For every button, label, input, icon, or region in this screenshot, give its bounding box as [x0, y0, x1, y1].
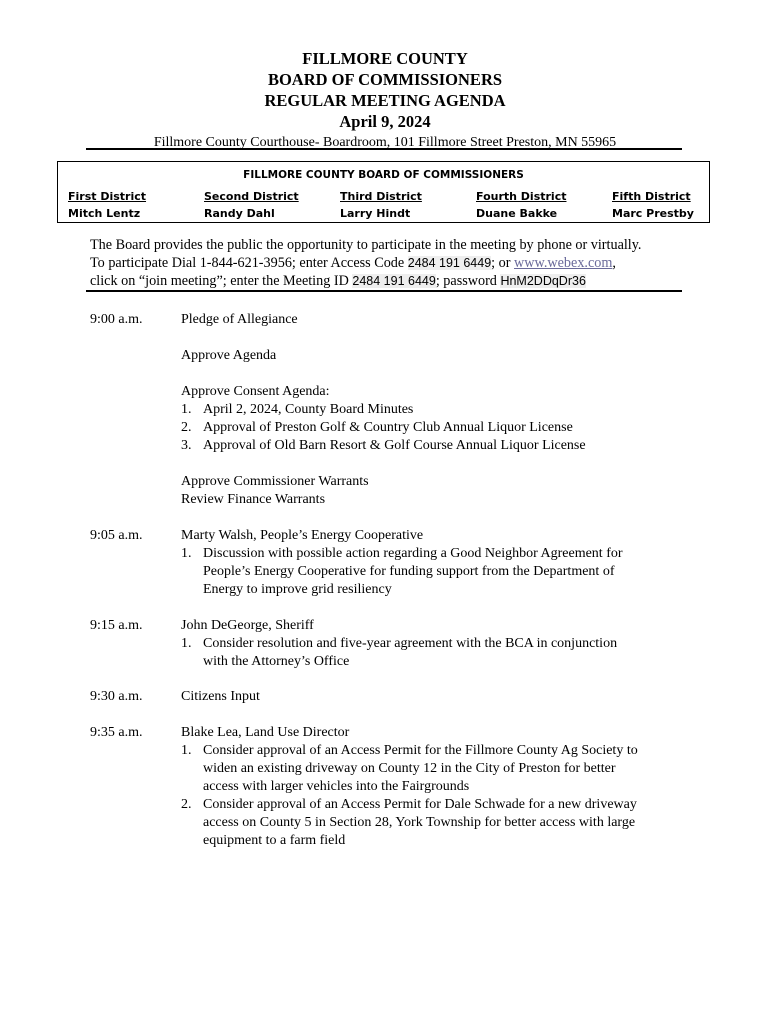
agenda-time: 9:30 a.m. [90, 689, 143, 704]
agenda-time: 9:05 a.m. [90, 528, 143, 543]
notice-divider [86, 290, 682, 292]
notice-text: click on “join meeting”; enter the Meeting ID [90, 273, 353, 289]
district-label: Second District [204, 190, 299, 203]
list-item [181, 742, 681, 796]
agenda-item: Approve Commissioner Warrants [181, 474, 369, 489]
district-2 [204, 188, 299, 222]
commissioner-name: Larry Hindt [340, 207, 411, 220]
notice-text: , [612, 255, 616, 271]
agenda-list [0, 311, 770, 850]
agenda-item: Approve Agenda [181, 348, 277, 363]
access-code: 2484 191 6449 [407, 256, 492, 270]
district-label: First District [68, 190, 147, 203]
list-text: Consider approval of an Access Permit for the Fillmore County Ag Society to [203, 743, 638, 758]
notice-text: To participate Dial 1-844-621-3956; enter Access Code [90, 255, 408, 271]
webex-link[interactable]: www.webex.com [514, 255, 613, 271]
list-number: 1. [181, 546, 192, 561]
list-item [181, 437, 681, 455]
title-block [0, 48, 770, 152]
agenda-slot-900 [0, 311, 770, 509]
agenda-time: 9:35 a.m. [90, 725, 143, 740]
district-label: Fifth District [612, 190, 691, 203]
list-number: 1. [181, 743, 192, 758]
list-item [181, 545, 681, 599]
list-text: Discussion with possible action regarding a Good Neighbor Agreement for [203, 546, 623, 561]
commissioners-title: FILLMORE COUNTY BOARD OF COMMISSIONERS [243, 169, 524, 181]
county-title: FILLMORE COUNTY [302, 49, 468, 68]
list-text: April 2, 2024, County Board Minutes [203, 402, 414, 417]
commissioner-name: Duane Bakke [476, 207, 558, 220]
meeting-id: 2484 191 6449 [352, 274, 436, 288]
district-4 [476, 188, 566, 222]
agenda-item: Blake Lea, Land Use Director [181, 725, 350, 740]
list-text: Approval of Old Barn Resort & Golf Course Annual Liquor License [203, 438, 586, 453]
district-label: Third District [340, 190, 422, 203]
consent-list [181, 401, 681, 455]
list-text: Consider resolution and five-year agreement with the BCA in conjunction [203, 636, 618, 651]
list-text: Energy to improve grid resiliency [203, 582, 392, 597]
agenda-item: Review Finance Warrants [181, 492, 326, 507]
agenda-item: John DeGeorge, Sheriff [181, 618, 314, 633]
district-5 [612, 188, 694, 222]
participation-notice [90, 236, 685, 290]
notice-line-2 [90, 254, 685, 272]
commissioner-name: Mitch Lentz [68, 207, 141, 220]
list-number: 1. [181, 402, 192, 417]
notice-line-1: The Board provides the public the opportunity to participate in the meeting by phone or virtually. [90, 237, 642, 253]
commissioner-name: Marc Prestby [612, 207, 694, 220]
agenda-time: 9:00 a.m. [90, 312, 143, 327]
district-label: Fourth District [476, 190, 567, 203]
list-text: People’s Energy Cooperative for funding support from the Department of [203, 564, 615, 579]
list-number: 1. [181, 636, 192, 651]
list-item [181, 401, 681, 419]
agenda-title: REGULAR MEETING AGENDA [264, 91, 506, 110]
meeting-address: Fillmore County Courthouse- Boardroom, 101 Fillmore Street Preston, MN 55965 [153, 135, 617, 150]
meeting-password: HnM2DDqDr36 [500, 274, 586, 288]
list-number: 2. [181, 420, 192, 435]
list-item [181, 419, 681, 437]
board-title: BOARD OF COMMISSIONERS [267, 70, 503, 89]
list-text: Approval of Preston Golf & Country Club Annual Liquor License [203, 420, 573, 435]
notice-text: ; or [491, 255, 515, 271]
agenda-item: Approve Consent Agenda: [181, 384, 330, 399]
notice-text: ; password [435, 273, 501, 289]
list-item [181, 796, 681, 850]
list-number: 2. [181, 797, 192, 812]
header-divider [86, 148, 682, 150]
list-text: access on County 5 in Section 28, York Township for better access with large [203, 815, 636, 830]
list-text: equipment to a farm field [203, 833, 346, 848]
agenda-slot-930 [0, 688, 770, 706]
agenda-time: 9:15 a.m. [90, 618, 143, 633]
list-text: Consider approval of an Access Permit for Dale Schwade for a new driveway [203, 797, 637, 812]
meeting-date: April 9, 2024 [339, 112, 431, 131]
district-3 [340, 188, 422, 222]
walsh-list [181, 545, 681, 599]
lea-list [181, 742, 681, 850]
agenda-slot-905 [0, 527, 770, 599]
commissioners-box [57, 161, 710, 223]
agenda-slot-935 [0, 724, 770, 850]
district-1 [68, 188, 146, 222]
list-item [181, 635, 681, 671]
agenda-item: Citizens Input [181, 689, 260, 704]
agenda-slot-915 [0, 617, 770, 671]
list-text: with the Attorney’s Office [203, 654, 350, 669]
commissioner-name: Randy Dahl [204, 207, 275, 220]
list-text: access with larger vehicles into the Fairgrounds [203, 779, 470, 794]
sheriff-list [181, 635, 681, 671]
agenda-item: Marty Walsh, People’s Energy Cooperative [181, 528, 424, 543]
list-number: 3. [181, 438, 192, 453]
list-text: widen an existing driveway on County 12 in the City of Preston for better [203, 761, 616, 776]
notice-line-3 [90, 272, 685, 290]
agenda-item: Pledge of Allegiance [181, 312, 298, 327]
